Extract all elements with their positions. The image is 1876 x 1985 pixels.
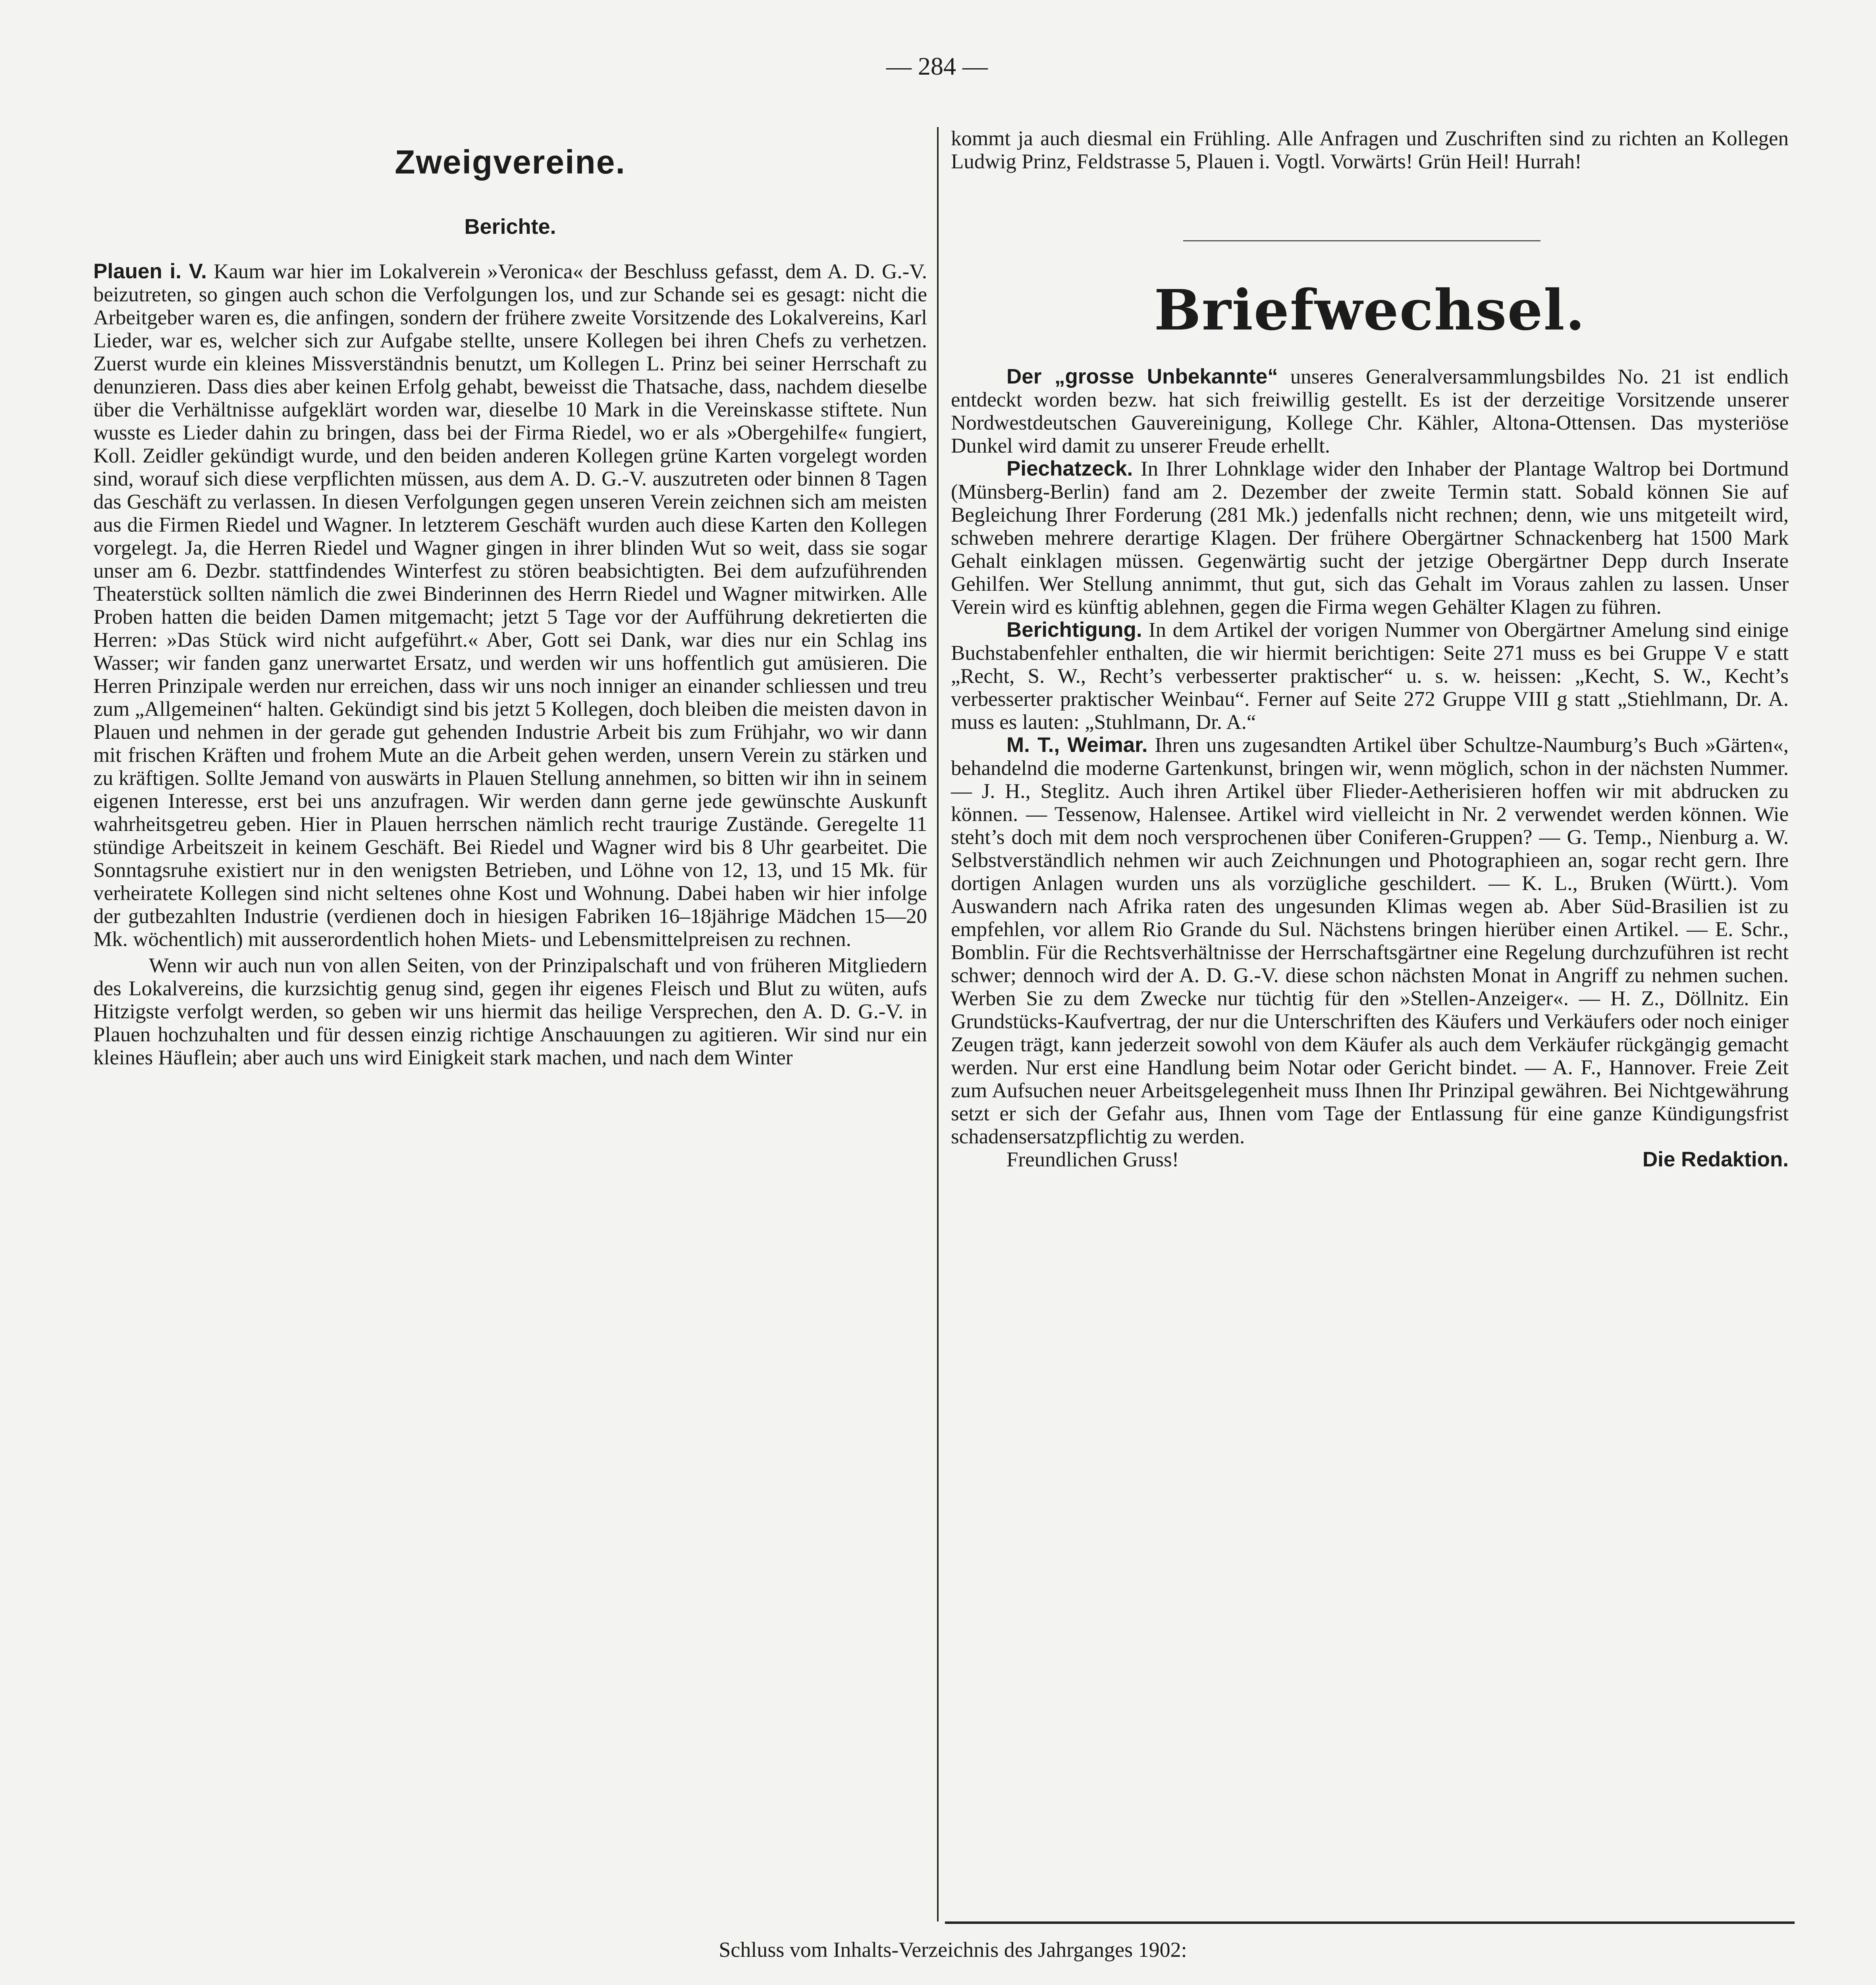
section-title-briefwechsel: Briefwechsel. — [1154, 278, 1586, 343]
left-column-text — [93, 260, 927, 1069]
section-subtitle-berichte: Berichte. — [464, 215, 556, 239]
closing-line — [951, 1148, 1789, 1171]
letter-entry-head: Der „grosse Unbekannte“ — [1006, 365, 1278, 388]
signature: Die Redaktion. — [1642, 1148, 1789, 1171]
letter-entry-body: In dem Artikel der vorigen Nummer von Obergärtner Amelung sind einige Buchstabenfehler enthalten, die wir hiermit berichtigen: Seite 271 muss es bei Gruppe V e statt „Recht, S. W., Recht’s verbesserter praktischer“ u. s. w. heissen: „Kecht, S. W., Kecht’s verbesserter praktischer Weinbau“. Ferner auf Seite 272 Gruppe VIII g statt „Stiehlmann, Dr. A. muss es lauten: „Stuhlmann, Dr. A.“ — [951, 619, 1789, 734]
report-plauen — [93, 260, 927, 951]
report-plauen-body: Kaum war hier im Lokalverein »Veronica« der Beschluss gefasst, dem A. D. G.-V. beizutreten, so gingen auch schon die Verfolgungen los, und zur Schande sei es gesagt: nicht die Arbeitgeber waren es, die anfingen, sondern der frühere zweite Vorsitzende des Lokalvereins, Karl Lieder, war es, welcher sich zur Aufgabe stellte, unsere Kollegen bei ihren Chefs zu verhetzen. Zuerst wurde ein kleines Missverständnis benutzt, um Kollegen L. Prinz bei seiner Herrschaft zu denunzieren. Dass dies aber keinen Erfolg gehabt, beweisst die Thatsache, dass, nachdem dieselbe über die Verhältnisse aufgeklärt worden war, dieselbe 10 Mark in die Vereinskasse stiftete. Nun wusste es Lieder dahin zu bringen, dass bei der Firma Riedel, wo er als »Obergehilfe« fungiert, Koll. Zeidler gekündigt wurde, und den beiden anderen Kollegen grüne Karten vorgelegt worden sind, worauf sich diese verpflichten müssen, aus dem A. D. G.-V. auszutreten oder binnen 8 Tagen das Geschäft zu verlassen. In diesen Verfolgungen gegen unseren Verein zeichnen sich am meisten aus die Firmen Riedel und Wagner. In letzterem Geschäft wurden auch diese Karten den Kollegen vorgelegt. Ja, die Herren Riedel und Wagner gingen in ihrer blinden Wut so weit, dass sie sogar unser am 6. Dezbr. stattfindendes Winterfest zu stören beabsichtigten. Bei dem aufzuführenden Theaterstück sollten nämlich die zwei Binderinnen des Herrn Riedel und Wagner mitwirken. Alle Proben hatten die beiden Damen mitgemacht; jetzt 5 Tage vor der Aufführung dekretierten die Herren: »Das Stück wird nicht aufgeführt.« Aber, Gott sei Dank, war dies nur ein Schlag ins Wasser; wir fanden ganz unerwartet Ersatz, und werden wir uns hoffentlich gut amüsieren. Die Herren Prinzipale werden nur erreichen, dass wir uns noch inniger an einander schliessen und treu zum „Allgemeinen“ halten. Gekündigt sind bis jetzt 5 Kollegen, doch bleiben die meisten davon in Plauen und nehmen in der gerade gut gehenden Industrie Arbeit bis zum Frühjahr, wo wir dann mit frischen Kräften und frohem Mute an die Arbeit gehen werden, unsern Verein zu stärken und zu kräftigen. Sollte Jemand von auswärts in Plauen Stellung annehmen, so bitten wir ihn in seinem eigenen Interesse, erst bei uns anzufragen. Wir werden dann gerne jede gewünschte Auskunft wahrheitsgetreu geben. Hier in Plauen herrschen nämlich recht traurige Zustände. Geregelte 11 stündige Arbeitszeit in keinem Geschäft. Bei Riedel und Wagner wird bis 8 Uhr gearbeitet. Die Sonntagsruhe existiert nur in den wenigsten Betrieben, und Löhne von 12, 13, und 15 Mk. für verheiratete Kollegen sind nicht seltenes ohne Kost und Wohnung. Dabei haben wir hier infolge der gutbezahlten Industrie (verdienen doch in hiesigen Fabriken 16–18jährige Mädchen 15—20 Mk. wöchentlich) mit ausserordentlich hohen Miets- und Lebensmittelpreisen zu rechnen. — [93, 260, 927, 951]
letter-entry-head: Berichtigung. — [1006, 618, 1142, 642]
report-plauen-head: Plauen i. V. — [93, 260, 207, 283]
report-plauen-continued: Wenn wir auch nun von allen Seiten, von der Prinzipalschaft und von früheren Mitgliedern des Lokalvereins, die kurzsichtig genug sind, gegen ihr eigenes Fleisch und Blut zu wüten, aufs Hitzigste verfolgt werden, so geben wir uns hiermit das heilige Versprechen, den A. D. G.-V. in Plauen hochzuhalten und für dessen einzig richtige Anschauungen zu agitieren. Wir sind nur ein kleines Häuflein; aber auch uns wird Einigkeit stark machen, und nach dem Winter — [93, 954, 927, 1069]
greeting: Freundlichen Gruss! — [1006, 1148, 1179, 1171]
letter-entry-head: Piechatzeck. — [1006, 457, 1133, 480]
letter-entry-body: Ihren uns zugesandten Artikel über Schultze-Naumburg’s Buch »Gärten«, behandelnd die moderne Gartenkunst, bringen wir, wenn möglich, schon in der nächsten Nummer. — J. H., Steglitz. Auch ihren Artikel über Flieder-Aetherisieren hoffen wir mit abdrucken zu können. — Tessenow, Halensee. Artikel wird vielleicht in Nr. 2 verwendet werden können. Wie steht’s doch mit dem noch versprochenen über Coniferen-Gruppen? — G. Temp., Nienburg a. W. Selbstverständlich nehmen wir auch Zeichnungen und Photographieen an, sogar recht gern. Ihre dortigen Anlagen wurden uns als vorzügliche geschildert. — K. L., Bruken (Württ.). Vom Auswandern nach Afrika raten des ungesunden Klimas wegen ab. Aber Süd-Brasilien ist zu empfehlen, vor allem Rio Grande du Sul. Nächstens bringen hierüber einen Artikel. — E. Schr., Bomblin. Für die Rechtsverhältnisse der Herrschaftsgärtner eine Regelung durchzuführen ist recht schwer; dennoch wird der A. D. G.-V. diese schon nächsten Monat in Angriff zu nehmen suchen. Werben Sie zu dem Zwecke nur tüchtig für den »Stellen-Anzeiger«. — H. Z., Döllnitz. Ein Grundstücks-Kaufvertrag, der nur die Unterschriften des Käufers und Verkäufers oder noch einiger Zeugen trägt, kann jederzeit sowohl von dem Käufer als auch dem Verkäufer rückgängig gemacht werden. Nur erst eine Handlung beim Notar oder Gericht bindet. — A. F., Hannover. Freie Zeit zum Aufsuchen neuer Arbeitsgelegenheit muss Ihnen Ihr Prinzipal gewähren. Bei Nichtgewährung setzt er sich der Gefahr aus, Ihnen vom Tage der Entlassung für eine ganze Kündigungsfrist schadensersatzpflichtig zu werden. — [951, 734, 1789, 1148]
section-title-zweigvereine: Zweigvereine. — [395, 143, 626, 181]
letter-entry-body: In Ihrer Lohnklage wider den Inhaber der Plantage Waltrop bei Dortmund (Münsberg-Berlin) fand am 2. Dezember der zweite Termin statt. Sobald können Sie auf Begleichung Ihrer Forderung (281 Mk.) jedenfalls nicht rechnen; denn, wie uns mitgeteilt wird, schweben mehrere derartige Klagen. Der frühere Obergärtner Schnackenberg hat 1500 Mark Gehalt einklagen müssen. Gegenwärtig sucht der jetzige Obergärtner Depp durch Inserate Gehilfen. Wer Stellung annimmt, thut gut, sich das Gehalt im Voraus zahlen zu lassen. Unser Verein wird es künftig ablehnen, gegen die Firma wegen Gehälter Klagen zu führen. — [951, 457, 1789, 619]
letter-entry-head: M. T., Weimar. — [1006, 733, 1148, 757]
right-column-text — [951, 365, 1789, 1171]
letter-entry-body: unseres Generalversammlungsbildes No. 21 ist endlich entdeckt worden bezw. hat sich freiwillig gestellt. Es ist der derzeitige Vorsitzende unserer Nordwestdeutschen Gauvereinigung, Kollege Chr. Kähler, Altona-Ottensen. Das mysteriöse Dunkel wird damit zu unserer Freude erhellt. — [951, 365, 1789, 457]
letter-entry — [951, 734, 1789, 1148]
column-divider — [937, 127, 939, 1921]
letter-entry — [951, 457, 1789, 619]
index-caption: Schluss vom Inhalts-Verzeichnis des Jahrganges 1902: — [719, 1938, 1187, 1962]
index-divider — [945, 1921, 1795, 1924]
letter-entry — [951, 365, 1789, 457]
report-plauen-ending: kommt ja auch diesmal ein Frühling. Alle Anfragen und Zuschriften sind zu richten an Kollegen Ludwig Prinz, Feldstrasse 5, Plauen i. Vogtl. Vorwärts! Grün Heil! Hurrah! — [951, 127, 1789, 173]
short-divider — [1183, 240, 1541, 241]
page-number: — 284 — — [886, 52, 988, 80]
letter-entry — [951, 619, 1789, 734]
